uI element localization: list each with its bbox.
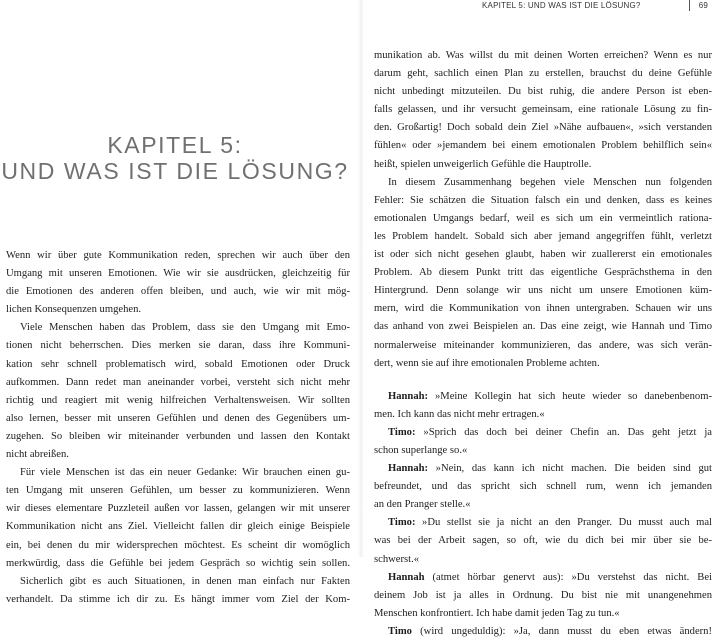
text-line: Fehler: Sie schätzen die Situation falsch ein und denken, dass es keines: [374, 194, 712, 206]
text-line: Problem. Ab diesem Punkt tritt das eigentliche Gesprächsthema in den: [374, 267, 712, 279]
text-line: normalerweise miteinander kommunizieren, das andere, was sich verän-: [374, 339, 712, 351]
chapter-title: [0, 132, 350, 184]
dialogue-line: [374, 623, 712, 641]
dialogue-text: »Nein, das kann ich nicht machen. Die beiden sind gut: [428, 463, 712, 475]
text-line: falls gelassen, und ihr versucht gemeinsam, eine rationale Lösung zu fin-: [374, 104, 712, 116]
dialogue-text: men. Ich kann das nicht mehr ertragen.«: [374, 408, 545, 420]
speaker-name: Timo:: [388, 517, 416, 529]
text-line: fühlen« oder »jemandem bei einem emotionalen Problem behilflich sein«: [374, 140, 712, 152]
dialogue-text: »Meine Kollegin hat sich heute wieder so danebenbenom-: [428, 390, 712, 402]
dialogue-text: schon superlange so.«: [374, 444, 468, 456]
dialogue-line: [374, 388, 712, 406]
dialogue-text: »Du stellst sie ja nicht an den Pranger. Du musst auch mal: [415, 517, 712, 529]
right-text-column: [374, 47, 712, 641]
dialogue-line: [374, 605, 712, 623]
dialogue-line: [374, 406, 712, 424]
text-line: Viele Menschen haben das Problem, dass sie den Umgang mit Emo-: [20, 322, 350, 334]
dialogue-line: [374, 496, 712, 514]
text-line: nicht abreißen.: [6, 449, 69, 461]
text-line: emotionalen Umgangs bedarf, weil es sich um ein vermeintlich rationa-: [374, 212, 712, 224]
chapter-title-line2: UND WAS IST DIE LÖSUNG?: [1, 158, 349, 184]
dialogue-text: an den Pranger stelle.«: [374, 499, 471, 511]
dialogue-line: [374, 442, 712, 460]
text-line: nicht unbedingt mitzuteilen. Du bist ruhig, die andere Person ist eben-: [374, 86, 712, 98]
text-line: merkwürdig, dass die Gefühle bei jedem Gespräch so wichtig sein sollen.: [6, 557, 350, 569]
text-line: tionen nicht beherrschen. Dies merken sie daran, dass ihre Kommuni-: [6, 340, 350, 352]
dialogue-line: [374, 551, 712, 569]
text-line: wir dieses elementare Puzzleteil außen vor lassen, gelangen wir mit unserer: [6, 503, 350, 515]
text-line: ein, bei denen du mir widersprechen möchtest. Es scheint dir womöglich: [6, 539, 350, 551]
text-line: aufkommen. Dann redet man aneinander vorbei, versteht sich nicht mehr: [6, 376, 350, 388]
right-prose: [374, 47, 712, 373]
speaker-name: Timo: [388, 625, 412, 637]
dialogue-line: [374, 460, 712, 478]
text-line: mern, wird die Kommunikation von ihnen untergraben. Schauen wir uns: [374, 303, 712, 315]
chapter-title-line1: KAPITEL 5:: [107, 132, 243, 158]
text-line: ten Umgang mit unseren Gefühlen, um besser zu kommunizieren. Wenn: [6, 485, 350, 497]
speaker-name: Hannah:: [388, 463, 429, 475]
text-line: zugehen. So bleiben wir miteinander verbunden und lassen den Kontakt: [6, 430, 350, 442]
text-line: dert, wenn sie auf ihre emotionalen Probleme achten.: [374, 357, 600, 369]
dialogue-line: [374, 514, 712, 532]
dialogue-text: (atmet hörbar genervt aus): »Du verstehst das nicht. Bei: [424, 571, 712, 583]
text-line: kation sehr schnell problematisch wird, sobald Emotionen oder Druck: [6, 358, 350, 370]
text-line: Sicherlich gibt es auch Situationen, in denen man einfach nur Fakten: [20, 575, 350, 587]
text-line: darum geht, sachlich einen Plan zu erstellen, brauchst du deine Gefühle: [374, 68, 712, 80]
text-line: Kommunikation nicht ans Ziel. Vielleicht fallen dir gleich einige Beispiele: [6, 521, 350, 533]
page-number: 69: [698, 1, 708, 10]
text-line: les Problem handelt. Sobald sich aber jemand angegriffen fühlt, verletzt: [374, 230, 712, 242]
running-head-separator: [689, 0, 690, 11]
running-head-title: KAPITEL 5: UND WAS IST DIE LÖSUNG?: [482, 1, 641, 10]
text-line: Umgang mit unseren Emotionen. Wie wir sie ausdrücken, gleichzeitig für: [6, 268, 350, 280]
dialogue-text: deinem Job ist ja alles in Ordnung. Du bist nie mit unangenehmen: [374, 589, 712, 601]
text-line: den. Großartig! Doch sobald dein Ziel »Nähe aufbauen«, »sich verstanden: [374, 122, 712, 134]
left-text-column: [6, 247, 350, 609]
text-line: ist oder sich nicht gesehen glaubt, haben wir zuallererst ein emotionales: [374, 249, 712, 261]
dialogue-text: schwerst.«: [374, 553, 420, 565]
text-line: heißt, spielen unweigerlich Gefühle die Hauptrolle.: [374, 158, 592, 170]
running-head: [482, 1, 708, 13]
dialogue-line: [374, 478, 712, 496]
dialogue-text: was bei der Arbeit sagen, so oft, wie du dich bei mir über sie be-: [374, 535, 712, 547]
dialogue-text: befreundet, und das spricht sich schnell rum, wenn ich jemanden: [374, 481, 712, 493]
speaker-name: Hannah: [388, 571, 425, 583]
text-line: das anhand von zwei Beispielen an. Das eine zeigt, wie Hannah und Timo: [374, 321, 712, 333]
paragraph-gap: [374, 373, 712, 388]
speaker-name: Hannah:: [388, 390, 429, 402]
page-gutter: [358, 0, 364, 557]
text-line: munikation ab. Was willst du mit deinen Worten erreichen? Wenn es nur: [374, 50, 712, 61]
text-line: also lernen, besser mit unseren Gefühlen und denen des Gegenübers um-: [6, 412, 350, 424]
speaker-name: Timo:: [388, 426, 416, 438]
dialogue-line: [374, 587, 712, 605]
dialogue-text: (wird ungeduldig): »Ja, dann musst du eben etwas ändern!: [411, 625, 712, 637]
dialogue-text: Menschen konfrontiert. Ich habe damit jeden Tag zu tun.«: [374, 607, 620, 619]
text-line: Hintergrund. Denn solange wir uns nicht um unsere Emotionen küm-: [374, 285, 712, 297]
text-line: In diesem Zusammenhang begehen viele Menschen nun folgenden: [388, 176, 712, 188]
text-line: richtig und reagiert mit wenig hilfreichen Verhaltensweisen. Wir sollten: [6, 394, 350, 406]
dialogue-text: »Sprich das doch bei deiner Chefin an. Das geht jetzt ja: [415, 426, 712, 438]
dialogue-block: [374, 388, 712, 641]
dialogue-line: [374, 569, 712, 587]
dialogue-line: [374, 424, 712, 442]
text-line: Wenn wir über gute Kommunikation reden, sprechen wir auch über den: [6, 250, 350, 261]
text-line: Für viele Menschen ist das ein neuer Gedanke: Wir brauchen einen gu-: [20, 467, 350, 479]
text-line: die Emotionen des anderen offen bleiben, und auch, wie wir mit mög-: [6, 286, 350, 298]
dialogue-line: [374, 532, 712, 550]
text-line: verhandelt. Da stimme ich dir zu. Es hängt immer vom Ziel der Kom-: [6, 593, 350, 605]
text-line: lichen Konsequenzen umgehen.: [6, 304, 142, 316]
